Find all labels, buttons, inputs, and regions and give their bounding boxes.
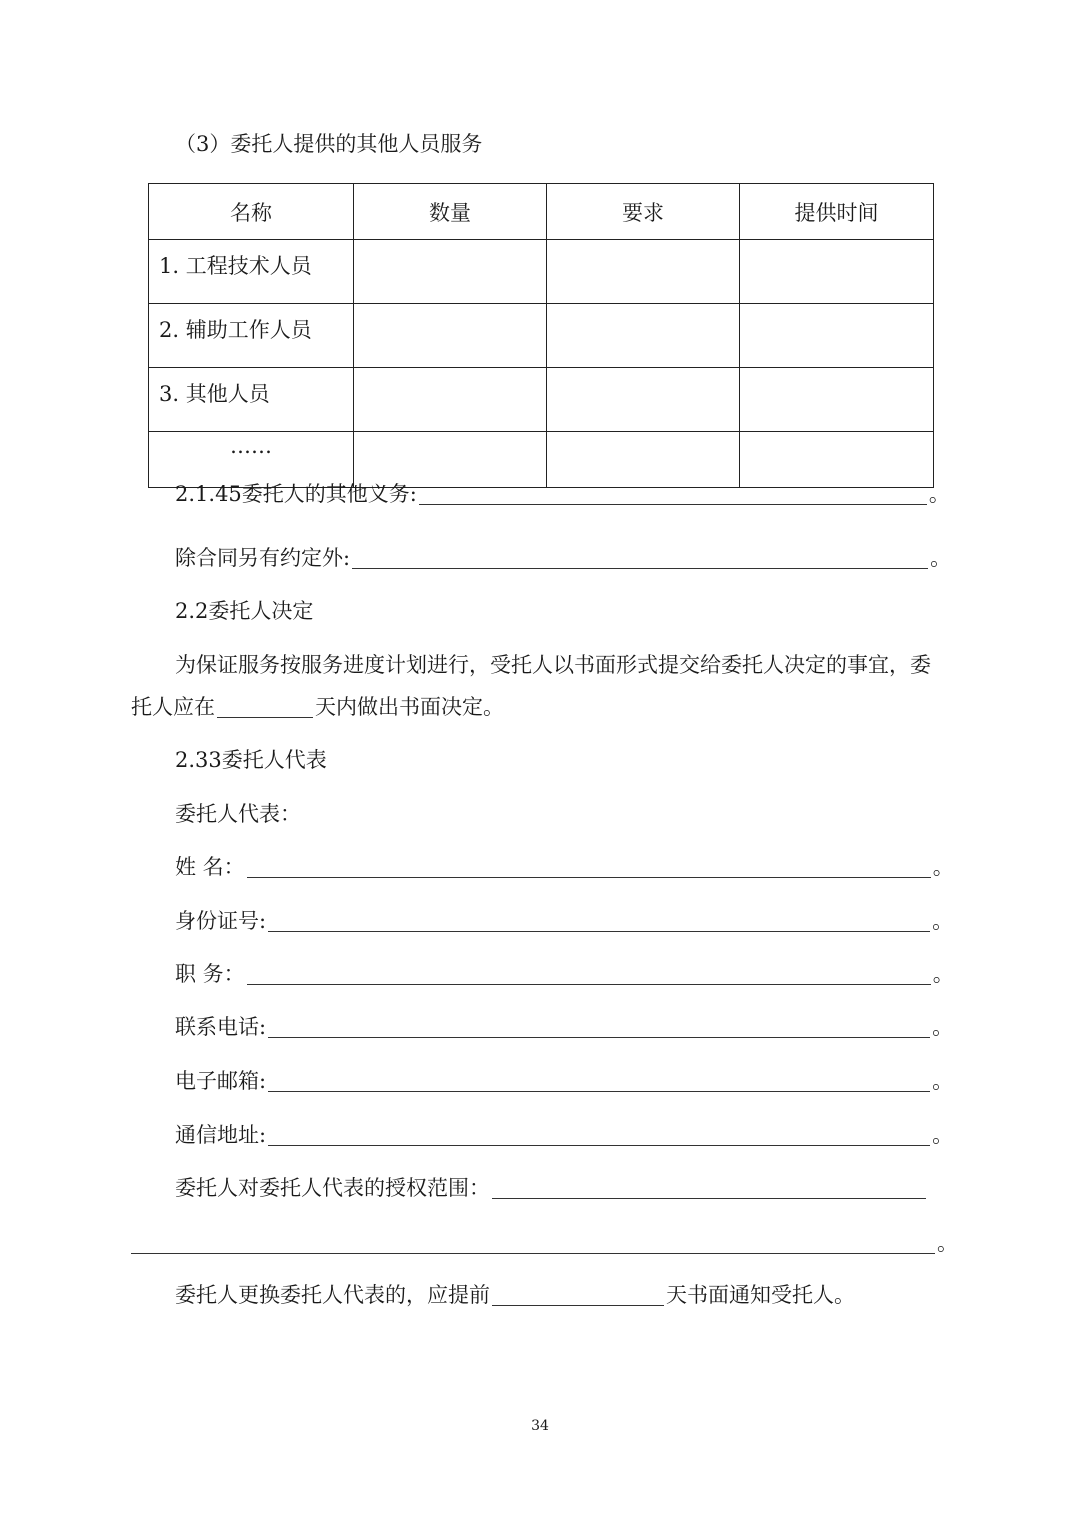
phone-blank[interactable] [268, 1017, 930, 1038]
authority-scope: 委托人对委托人代表的授权范围： [175, 1178, 928, 1199]
authority-scope-cont: 。 [131, 1233, 958, 1254]
decision-days-blank[interactable] [217, 697, 313, 718]
rep-field-id: 身份证号: 。 [175, 909, 954, 933]
rep-field-position: 职 务： 。 [175, 962, 954, 986]
clause-other-obligations: 2.1.45委托人的其他义务: 。 [175, 482, 950, 506]
table-row [149, 368, 934, 432]
authority-blank-line2[interactable] [131, 1233, 935, 1254]
row-requirement [547, 240, 740, 304]
row-time [740, 432, 934, 488]
header-provide-time: 提供时间 [740, 184, 934, 240]
row-quantity [354, 304, 547, 368]
rep-intro: 委托人代表： [175, 802, 301, 826]
id-number-blank[interactable] [268, 911, 930, 932]
row-requirement [547, 432, 740, 488]
position-blank[interactable] [247, 964, 931, 985]
row-time [740, 304, 934, 368]
header-quantity: 数量 [354, 184, 547, 240]
header-requirement: 要求 [547, 184, 740, 240]
row-quantity [354, 432, 547, 488]
row-name: 1. 工程技术人员 [149, 240, 354, 304]
other-obligations-blank[interactable] [419, 484, 927, 505]
rep-field-email: 电子邮箱: 。 [175, 1069, 954, 1093]
row-requirement [547, 304, 740, 368]
para-2-2-line1: 为保证服务按服务进度计划进行，受托人以书面形式提交给委托人决定的事宜，委 [175, 653, 931, 677]
row-name: 3. 其他人员 [149, 368, 354, 432]
para-2-2-line2: 托人应在 天内做出书面决定。 [131, 695, 504, 719]
row-time [740, 368, 934, 432]
table-row [149, 240, 934, 304]
page-number: 34 [531, 1418, 549, 1434]
header-name: 名称 [149, 184, 354, 240]
other-personnel-table [148, 183, 934, 488]
notice-days-blank[interactable] [492, 1285, 664, 1306]
clause-label: 除合同另有约定外: [175, 546, 351, 570]
row-name: 2. 辅助工作人员 [149, 304, 354, 368]
heading-2-33: 2.33委托人代表 [175, 748, 327, 772]
row-time [740, 240, 934, 304]
row-quantity [354, 240, 547, 304]
table-header-row [149, 184, 934, 240]
heading-2-2: 2.2委托人决定 [175, 599, 314, 623]
rep-field-phone: 联系电话: 。 [175, 1015, 954, 1039]
row-requirement [547, 368, 740, 432]
row-quantity [354, 368, 547, 432]
exception-blank[interactable] [352, 548, 928, 569]
name-blank[interactable] [247, 857, 931, 878]
clause-label: 2.1.45委托人的其他义务: [175, 482, 417, 506]
section-heading: （3）委托人提供的其他人员服务 [175, 132, 483, 156]
table-row [149, 432, 934, 488]
authority-blank-line1[interactable] [492, 1178, 926, 1199]
email-blank[interactable] [268, 1071, 930, 1092]
address-blank[interactable] [268, 1125, 930, 1146]
row-name: …… [149, 432, 354, 488]
table-row [149, 304, 934, 368]
rep-field-name: 姓 名： 。 [175, 855, 954, 879]
replace-notice: 委托人更换委托人代表的，应提前 天书面通知受托人。 [175, 1283, 855, 1307]
rep-field-address: 通信地址: 。 [175, 1123, 954, 1147]
clause-exception: 除合同另有约定外: 。 [175, 546, 952, 570]
